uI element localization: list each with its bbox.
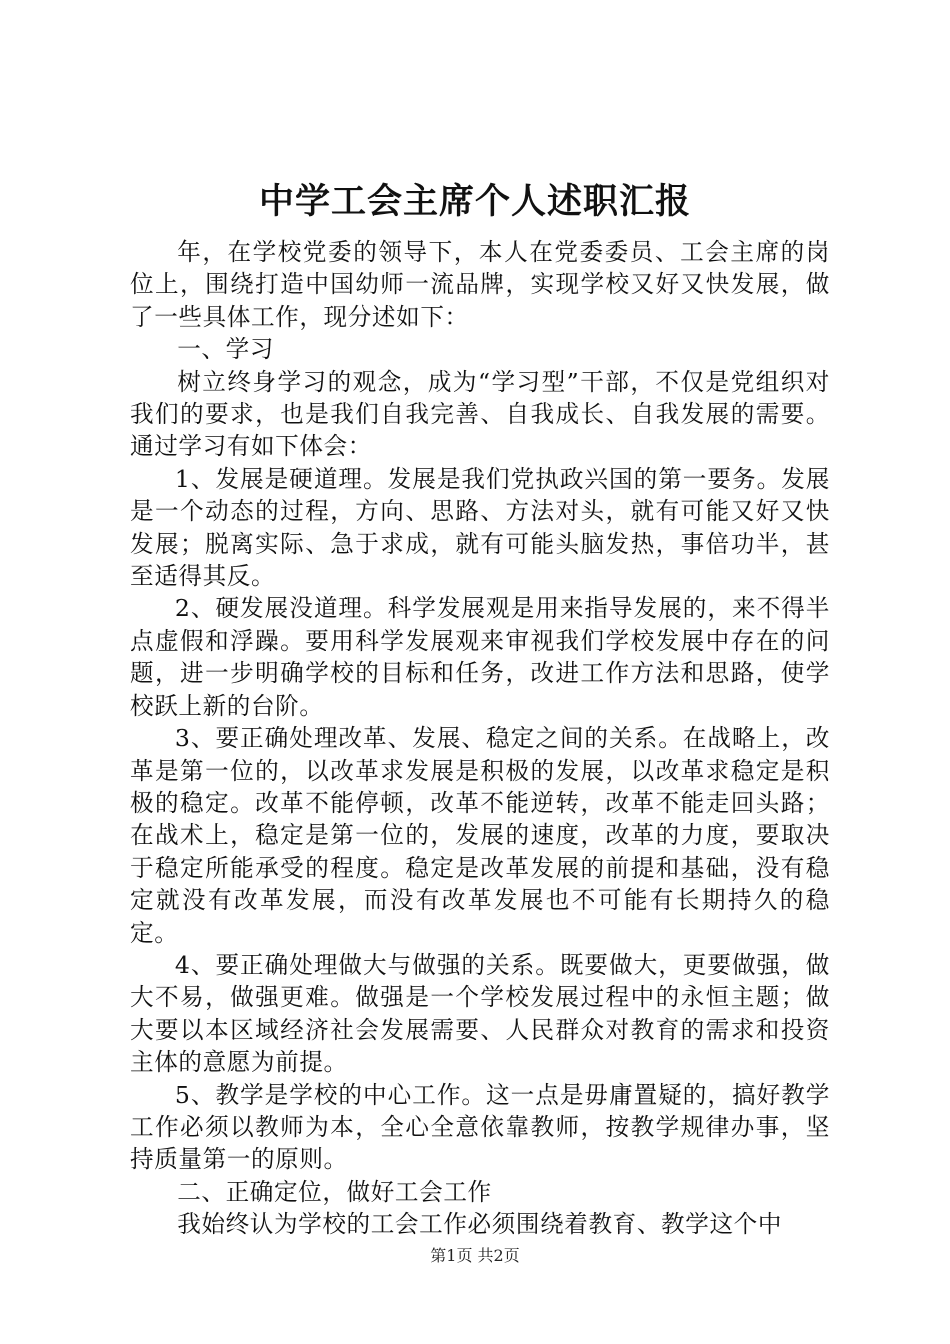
- section-heading-study: 一、学习: [177, 335, 274, 364]
- paragraph-point-2: 2、硬发展没道理。科学发展观是用来指导发展的，来不得半点虚假和浮躁。要用科学发展观来审视我们学校发展中存在的问题，进一步明确学校的目标和任务，改进工作方法和思路，使学校跃上新的台阶。: [130, 594, 830, 720]
- paragraph-point-1: 1、发展是硬道理。发展是我们党执政兴国的第一要务。发展是一个动态的过程，方向、思路、方法对头，就有可能又好又快发展；脱离实际、急于求成，就有可能头脑发热，事倍功半，甚至适得其反。: [130, 464, 830, 591]
- paragraph-point-5: 5、教学是学校的中心工作。这一点是毋庸置疑的，搞好教学工作必须以教师为本，全心全意依靠教师，按教学规律办事，坚持质量第一的原则。: [130, 1080, 830, 1174]
- document-body: [130, 236, 830, 1241]
- section-heading-union-work: 二、正确定位，做好工会工作: [177, 1177, 492, 1206]
- paragraph-point-4: 4、要正确处理做大与做强的关系。既要做大，更要做强，做大不易，做强更难。做强是一个学校发展过程中的永恒主题；做大要以本区域经济社会发展需要、人民群众对教育的需求和投资主体的意愿为前提。: [130, 950, 830, 1077]
- paragraph-study-intro: 树立终身学习的观念，成为“学习型”干部，不仅是党组织对我们的要求，也是我们自我完善、自我成长、自我发展的需要。通过学习有如下体会：: [130, 367, 830, 461]
- paragraph-intro: 年，在学校党委的领导下，本人在党委委员、工会主席的岗位上，围绕打造中国幼师一流品牌，实现学校又好又快发展，做了一些具体工作，现分述如下：: [130, 238, 830, 331]
- paragraph-point-3: 3、要正确处理改革、发展、稳定之间的关系。在战略上，改革是第一位的，以改革求发展是积极的发展，以改革求稳定是积极的稳定。改革不能停顿，改革不能逆转，改革不能走回头路；在战术上，稳定是第一位的，发展的速度，改革的力度，要取决于稳定所能承受的程度。稳定是改革发展的前提和基础，没有稳定就没有改革发展，而没有改革发展也不可能有长期持久的稳定。: [130, 724, 830, 947]
- document-title: 中学工会主席个人述职汇报: [258, 181, 691, 222]
- paragraph-union-work: 我始终认为学校的工会工作必须围绕着教育、教学这个中: [177, 1210, 783, 1239]
- page-footer: 第1页 共2页: [430, 1246, 520, 1265]
